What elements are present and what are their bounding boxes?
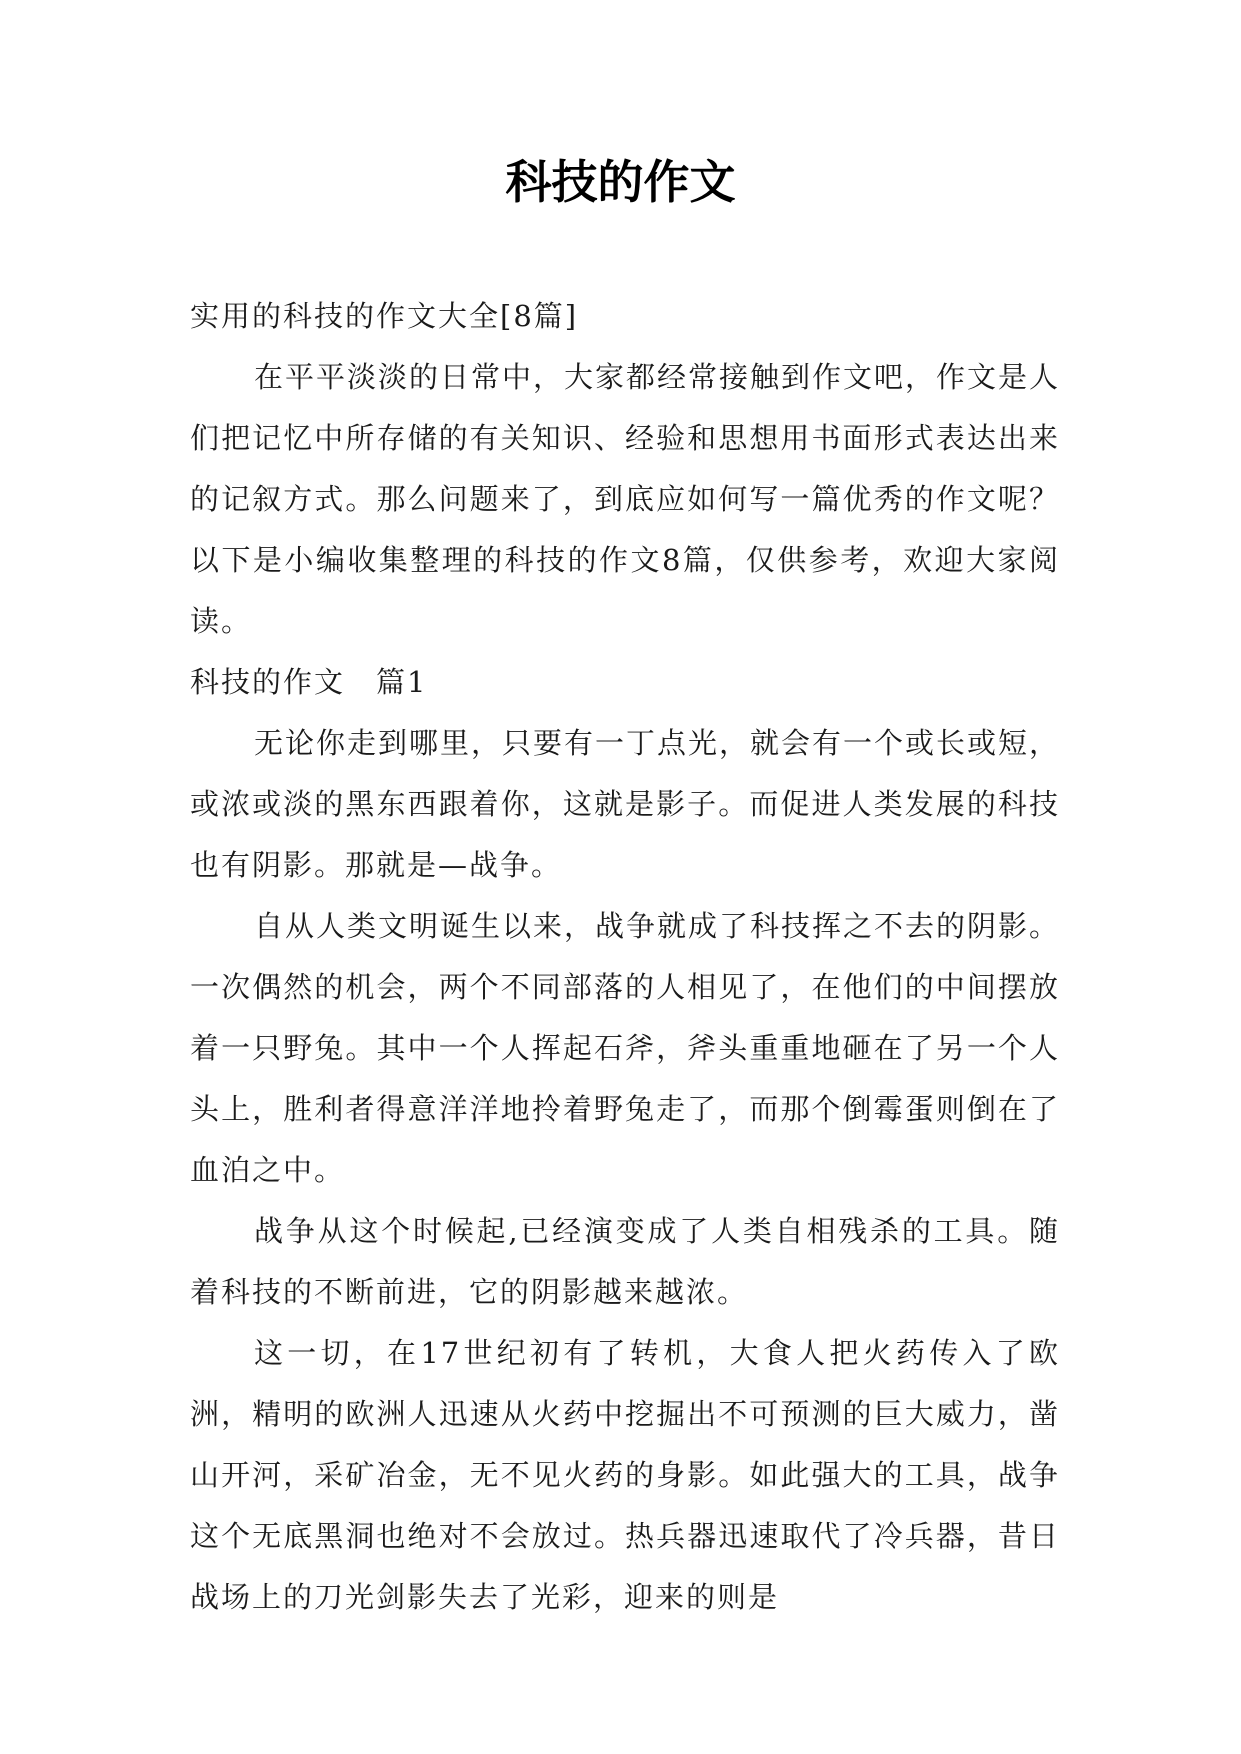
document-body [190, 286, 1060, 1628]
body-paragraph-4: 这一切，在17世纪初有了转机，大食人把火药传入了欧洲，精明的欧洲人迅速从火药中挖掘出不可预测的巨大威力，凿山开河，采矿冶金，无不见火药的身影。如此强大的工具，战争这个无底黑洞也绝对不会放过。热兵器迅速取代了冷兵器，昔日战场上的刀光剑影失去了光彩，迎来的则是 [190, 1336, 1060, 1614]
section-heading: 科技的作文 篇1 [190, 665, 428, 699]
body-paragraph-2: 自从人类文明诞生以来，战争就成了科技挥之不去的阴影。一次偶然的机会，两个不同部落的人相见了，在他们的中间摆放着一只野兔。其中一个人挥起石斧，斧头重重地砸在了另一个人头上，胜利者得意洋洋地拎着野兔走了，而那个倒霉蛋则倒在了血泊之中。 [190, 909, 1061, 1187]
body-paragraph-1: 无论你走到哪里，只要有一丁点光，就会有一个或长或短，或浓或淡的黑东西跟着你，这就是影子。而促进人类发展的科技也有阴影。那就是—战争。 [190, 726, 1061, 882]
intro-paragraph: 在平平淡淡的日常中，大家都经常接触到作文吧，作文是人们把记忆中所存储的有关知识、经验和思想用书面形式表达出来的记叙方式。那么问题来了，到底应如何写一篇优秀的作文呢？以下是小编收集整理的科技的作文8篇，仅供参考，欢迎大家阅读。 [190, 360, 1061, 638]
document-subtitle: 实用的科技的作文大全[8篇] [190, 299, 579, 333]
body-paragraph-3: 战争从这个时候起,已经演变成了人类自相残杀的工具。随着科技的不断前进，它的阴影越来越浓。 [190, 1214, 1060, 1309]
document-title: 科技的作文 [505, 155, 736, 209]
